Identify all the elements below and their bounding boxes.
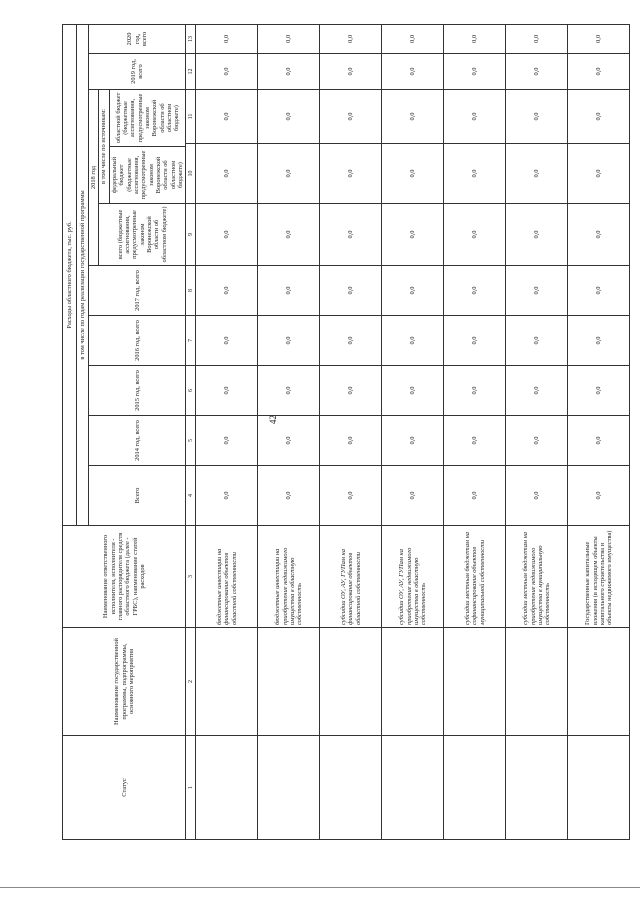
header-status: Статус xyxy=(63,736,186,840)
header-2018-sources: в том числе по источникам: xyxy=(99,90,109,203)
table-row xyxy=(320,24,382,839)
value-cell: 0,0 xyxy=(444,204,506,266)
value-cell: 0,0 xyxy=(444,466,506,526)
status-cell xyxy=(320,736,382,840)
expense-item-label: субсидии ОУ, АУ, ГУПам на приобретение недвижимого имущества в областную собственность xyxy=(382,526,444,628)
value-cell: 0,0 xyxy=(506,204,568,266)
value-cell: 0,0 xyxy=(444,266,506,316)
value-cell: 0,0 xyxy=(196,54,258,90)
header-2018: 2018 год xyxy=(89,90,99,266)
value-cell: 0,0 xyxy=(506,466,568,526)
program-cell xyxy=(568,628,630,736)
value-cell: 0,0 xyxy=(258,416,320,466)
header-2014: 2014 год, всего xyxy=(89,416,186,466)
value-cell: 0,0 xyxy=(258,24,320,53)
value-cell: 0,0 xyxy=(258,316,320,366)
header-2015: 2015 год, всего xyxy=(89,366,186,416)
header-program: Наименование государственной программы, подпрограммы, основного мероприятия xyxy=(63,628,186,736)
column-number: 10 xyxy=(186,144,196,204)
status-cell xyxy=(196,736,258,840)
status-cell xyxy=(258,736,320,840)
header-2016: 2016 год, всего xyxy=(89,316,186,366)
value-cell: 0,0 xyxy=(506,416,568,466)
value-cell: 0,0 xyxy=(196,266,258,316)
value-cell: 0,0 xyxy=(258,90,320,144)
value-cell: 0,0 xyxy=(506,266,568,316)
table-row xyxy=(444,24,506,839)
value-cell: 0,0 xyxy=(320,204,382,266)
header-2020: 2020 год, всего xyxy=(89,24,186,53)
header-2018-sources-block xyxy=(99,90,186,204)
status-cell xyxy=(444,736,506,840)
value-cell: 0,0 xyxy=(320,266,382,316)
value-cell: 0,0 xyxy=(568,366,630,416)
value-cell: 0,0 xyxy=(258,54,320,90)
table-row xyxy=(506,24,568,839)
value-cell: 0,0 xyxy=(444,54,506,90)
value-cell: 0,0 xyxy=(506,90,568,144)
expense-item-label: субсидии ОУ, АУ, ГУПам на финансирование объектов областной собственности xyxy=(320,526,382,628)
column-number: 9 xyxy=(186,204,196,266)
value-cell: 0,0 xyxy=(444,144,506,204)
column-number: 12 xyxy=(186,54,196,90)
status-cell xyxy=(568,736,630,840)
value-cell: 0,0 xyxy=(196,204,258,266)
header-2018-regional: областной бюджет (бюджетные ассигнования, предусмотренные законом Воронежской области об областном бюджете) xyxy=(114,92,181,144)
value-cell: 0,0 xyxy=(568,316,630,366)
expense-item-label: бюджетные инвестиции на финансирование объектов областной собственности xyxy=(196,526,258,628)
column-number: 1 xyxy=(186,736,196,840)
value-cell: 0,0 xyxy=(320,366,382,416)
column-number: 6 xyxy=(186,366,196,416)
value-cell: 0,0 xyxy=(444,316,506,366)
value-cell: 0,0 xyxy=(382,416,444,466)
column-number: 13 xyxy=(186,24,196,53)
value-cell: 0,0 xyxy=(196,416,258,466)
program-cell xyxy=(444,628,506,736)
value-cell: 0,0 xyxy=(320,144,382,204)
value-cell: 0,0 xyxy=(258,466,320,526)
budget-table xyxy=(62,24,630,840)
value-cell: 0,0 xyxy=(382,54,444,90)
program-cell xyxy=(382,628,444,736)
program-cell xyxy=(506,628,568,736)
value-cell: 0,0 xyxy=(382,366,444,416)
value-cell: 0,0 xyxy=(506,366,568,416)
value-cell: 0,0 xyxy=(258,144,320,204)
value-cell: 0,0 xyxy=(506,54,568,90)
value-cell: 0,0 xyxy=(196,144,258,204)
value-cell: 0,0 xyxy=(320,24,382,53)
header-2019: 2019 год, всего xyxy=(89,54,186,90)
column-number: 8 xyxy=(186,266,196,316)
value-cell: 0,0 xyxy=(320,416,382,466)
value-cell: 0,0 xyxy=(444,24,506,53)
value-cell: 0,0 xyxy=(320,316,382,366)
page-number: 42 xyxy=(268,415,278,424)
expense-item-label: субсидии местным бюджетам на приобретение недвижимого имущества в муниципальную собственность xyxy=(506,526,568,628)
header-expenses-title: Расходы областного бюджета, тыс. руб. xyxy=(63,24,77,525)
expense-item-label: субсидии местным бюджетам на софинансирование объектов муниципальной собственности xyxy=(444,526,506,628)
status-cell xyxy=(506,736,568,840)
page-bottom-rule xyxy=(0,887,640,888)
value-cell: 0,0 xyxy=(568,24,630,53)
sources-subtable xyxy=(99,90,185,203)
value-cell: 0,0 xyxy=(568,416,630,466)
value-cell: 0,0 xyxy=(382,90,444,144)
value-cell: 0,0 xyxy=(382,204,444,266)
value-cell: 0,0 xyxy=(196,24,258,53)
value-cell: 0,0 xyxy=(382,316,444,366)
header-executor: Наименование ответственного исполнителя, исполнителя - главного распорядителя средств областного бюджета (далее - ГРБС), наименование статей расходов xyxy=(63,526,186,628)
value-cell: 0,0 xyxy=(258,366,320,416)
column-number: 7 xyxy=(186,316,196,366)
value-cell: 0,0 xyxy=(320,466,382,526)
value-cell: 0,0 xyxy=(568,466,630,526)
expense-item-label: Государственные капитальные вложения (в исходящем объекты капитального строительства и объекты недвижимого имущества) xyxy=(568,526,630,628)
value-cell: 0,0 xyxy=(196,466,258,526)
header-2018-total: всего (бюджетные ассигнования, предусмотренные законом Воронежской области об областном бюджете) xyxy=(99,204,186,266)
value-cell: 0,0 xyxy=(196,316,258,366)
expense-item-label: бюджетные инвестиции на приобретение недвижимого имущества в областную собственность xyxy=(258,526,320,628)
column-number: 2 xyxy=(186,628,196,736)
column-number-row xyxy=(186,24,196,839)
table-row xyxy=(382,24,444,839)
value-cell: 0,0 xyxy=(382,466,444,526)
status-cell xyxy=(382,736,444,840)
program-cell xyxy=(258,628,320,736)
value-cell: 0,0 xyxy=(506,316,568,366)
column-number: 4 xyxy=(186,466,196,526)
value-cell: 0,0 xyxy=(320,90,382,144)
value-cell: 0,0 xyxy=(568,54,630,90)
value-cell: 0,0 xyxy=(444,90,506,144)
value-cell: 0,0 xyxy=(568,266,630,316)
table-row xyxy=(196,24,258,839)
value-cell: 0,0 xyxy=(320,54,382,90)
value-cell: 0,0 xyxy=(382,266,444,316)
header-2017: 2017 год, всего xyxy=(89,266,186,316)
header-total: Всего xyxy=(89,466,186,526)
value-cell: 0,0 xyxy=(196,90,258,144)
program-cell xyxy=(196,628,258,736)
value-cell: 0,0 xyxy=(444,366,506,416)
column-number: 11 xyxy=(186,90,196,144)
column-number: 5 xyxy=(186,416,196,466)
value-cell: 0,0 xyxy=(568,90,630,144)
value-cell: 0,0 xyxy=(258,266,320,316)
table-row xyxy=(568,24,630,839)
rotated-table-wrapper xyxy=(62,25,618,840)
value-cell: 0,0 xyxy=(258,204,320,266)
header-2018-federal: федеральный бюджет (бюджетные ассигнования, предусмотренные законом Воронежской области об областном бюджете) xyxy=(109,147,185,204)
header-expenses-sub: в том числе по годам реализации государственной программы xyxy=(77,24,89,525)
value-cell: 0,0 xyxy=(568,144,630,204)
value-cell: 0,0 xyxy=(506,24,568,53)
value-cell: 0,0 xyxy=(196,366,258,416)
program-cell xyxy=(320,628,382,736)
column-number: 3 xyxy=(186,526,196,628)
value-cell: 0,0 xyxy=(382,144,444,204)
value-cell: 0,0 xyxy=(568,204,630,266)
value-cell: 0,0 xyxy=(444,416,506,466)
value-cell: 0,0 xyxy=(382,24,444,53)
table-row xyxy=(258,24,320,839)
value-cell: 0,0 xyxy=(506,144,568,204)
